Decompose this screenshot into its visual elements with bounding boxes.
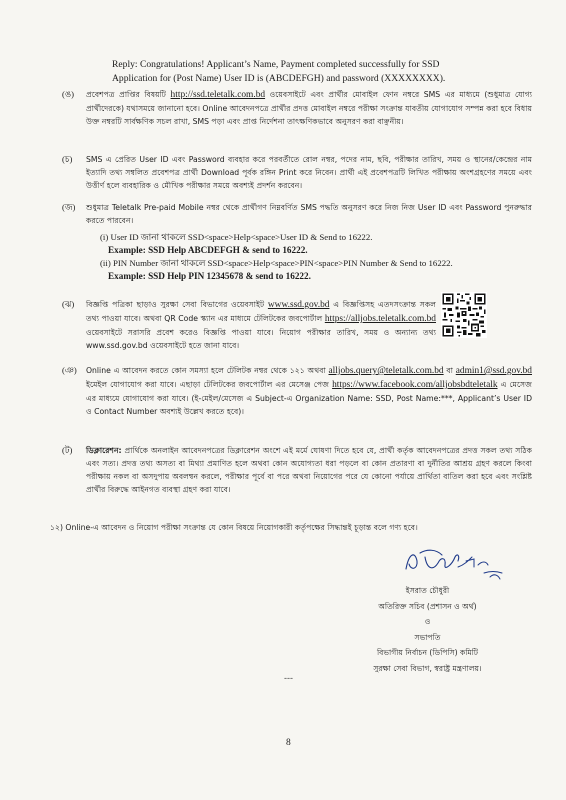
sms-example-pin: Example: SSD Help PIN 12345678 & send to 16222. — [108, 271, 311, 281]
office-name: সুরক্ষা সেবা বিভাগ, স্বরাষ্ট্র মন্ত্রণালয়। — [373, 663, 482, 673]
clause-number: (ঙ) — [62, 89, 75, 99]
signature-block — [340, 583, 515, 677]
clause-text: Online এ আবেদন করতে কোন সমস্যা হলে টেলিটক নম্বর থেকে ১২১ অথবা alljobs.query@teletalk.com.bd বা admin1@ssd.gov.bd ইমেইল যোগাযোগ করা যাবে। এছাড়া টেলিটকের জবপোর্টাল এর মেসেঞ্জ পেজ https://www.facebook.com/alljobsbdteletalk এ মেসেজ এর মাধ্যমে যোগাযোগ করা যাবে। (ই-মেইল/মেসেজ এ Subject-এ Organization Name: SSD, Post Name:***, Applicant’s User ID ও Contact Number অবশ্যই উল্লেখ করতে হবে)। — [86, 366, 532, 416]
handwritten-signature — [400, 543, 510, 583]
signatory-role: সভাপতি — [414, 632, 441, 642]
page-number: 8 — [286, 738, 291, 748]
sms-format-user-id: (i) User ID জানা থাকলে SSD<space>Help<space>User ID & Send to 16222. — [100, 232, 373, 242]
signatory-conjunction: ও — [424, 617, 431, 627]
clause-text: প্রবেশপত্র প্রাপ্তির বিষয়টি http://ssd.teletalk.com.bd ওয়েবসাইটে এবং প্রার্থীর মোবাইল ফোন নম্বরে SMS এর মাধ্যমে (শুধুমাত্র যোগ্য প্রার্থীদেরকে) যথাসময়ে জানানো হবে। Online আবেদনপত্রে প্রার্থীর প্রদত্ত মোবাইল নম্বরে পরীক্ষা সংক্রান্ত যাবতীয় যোগাযোগ সম্পন্ন করা হবে বিধায় উক্ত নম্বরটি সার্বক্ষণিক সচল রাখা, SMS পড়া এবং প্রাপ্ত নির্দেশনা তাৎক্ষণিকভাবে অনুসরণ করা বাঞ্ছনীয়। — [86, 90, 532, 126]
clause-number: (ঝ) — [62, 299, 75, 309]
clause-12: ১২) Online-এ আবেদন ও নিয়োগ পরীক্ষা সংক্রান্ত যে কোন বিষয়ে নিয়োগকারী কর্তৃপক্ষের সিদ্ধান্তই চূড়ান্ত বলে গণ্য হবে। — [50, 523, 418, 532]
teletalk-query-email-link[interactable]: alljobs.query@teletalk.com.bd — [328, 366, 444, 376]
signatory-name: ইসরাত চৌধুরী — [405, 586, 450, 595]
admit-card-link[interactable]: http://ssd.teletalk.com.bd — [170, 90, 266, 100]
clause-text: ডিক্লারেশন: প্রার্থিকে অনলাইন আবেদনপত্রের ডিক্লারেশন অংশে এই মর্মে ঘোষণা দিতে হবে যে, প্রার্থী কর্তৃক আবেদনপত্রের প্রদত্ত সকল তথ্য সঠিক এবং সত্য। প্রদত্ত তথ্য অসত্য বা মিথ্যা প্রমাণিত হলে অথবা কোন অযোগ্যতা ধরা পড়লে বা কোন প্রতারণা বা দুর্নীতির আশ্রয় গ্রহণ করলে কিংবা পরীক্ষায় নকল বা অসদুপায় অবলম্বন করলে, পরীক্ষার পূর্বে বা পরে অথবা নিয়োগের পরে যে কোনো পর্যায়ে প্রার্থিতা বাতিল করা হবে এবং সংশ্লিষ্ট প্রার্থীর বিরুদ্ধে আইনগত ব্যবস্থা গ্রহণ করা যাবে। — [86, 446, 532, 494]
signatory-title: অতিরিক্ত সচিব (প্রশাসন ও অর্থ) — [378, 601, 477, 611]
reply-line-1: Reply: Congratulations! Applicant’s Name, Payment completed successfully for SSD — [112, 59, 440, 70]
declaration-label: ডিক্লারেশন: — [86, 446, 122, 455]
ssd-website-link[interactable]: www.ssd.gov.bd — [267, 300, 330, 310]
qr-code-image[interactable] — [441, 292, 487, 338]
sms-format-pin: (ii) PIN Number জানা থাকলে SSD<space>Help<space>PIN<space>PIN Number & Send to 16222. — [100, 258, 453, 268]
alljobs-portal-link[interactable]: https://alljobs.teletalk.com.bd — [324, 314, 436, 324]
reply-line-2: Application for (Post Name) User ID is (ABCDEFGH) and password (XXXXXXXX). — [112, 73, 446, 84]
clause-text: SMS এ প্রেরিত User ID এবং Password ব্যবহার করে পরবর্তীতে রোল নম্বর, পদের নাম, ছবি, পরীক্ষার তারিখ, সময় ও স্থানের/কেন্দ্রের নাম ইত্যাদি তথ্য সম্বলিত প্রবেশপত্র প্রার্থী Download পূর্বক রঙ্গিন Print করে নিবেন। প্রার্থী এই প্রবেশপত্রটি লিখিত পরীক্ষায় অংশগ্রহণের সময়ে এবং উত্তীর্ণ হলে ব্যবহারিক ও মৌখিক পরীক্ষার সময়ে অবশ্যই প্রদর্শন করবেন। — [86, 155, 532, 190]
ssd-admin-email-link[interactable]: admin1@ssd.gov.bd — [455, 366, 532, 376]
clause-text: বিজ্ঞপ্তি পত্রিকা ছাড়াও সুরক্ষা সেবা বিভাগের ওয়েবসাইট www.ssd.gov.bd এ বিজ্ঞপ্তিসহ এতদসংক্রান্ত সকল তথ্য পাওয়া যাবে। অথবা QR Code স্ক্যান এর মাধ্যমে টেলিটকের জবপোর্টাল https://alljobs.teletalk.com.bd ওয়েবসাইটে সরাসরি প্রবেশ করেও বিজ্ঞপ্তি পাওয়া যাবে। নিয়োগ পরীক্ষার তারিখ, সময় ও অন্যান্য তথ্য www.ssd.gov.bd ওয়েবসাইটে হতে জানা যাবে। — [86, 300, 436, 350]
clause-number: (ঞ) — [62, 365, 77, 375]
clause-number: (জ) — [62, 202, 76, 212]
clause-number: (ট) — [62, 445, 73, 455]
clause-text: শুধুমাত্র Teletalk Pre-paid Mobile নম্বর থেকে প্রার্থীগণ নিম্নবর্ণিত SMS পদ্ধতি অনুসরণ করে নিজ নিজ User ID এবং Password পুনরুদ্ধার করতে পারবেন। (i) User ID জানা থাকলে SSD<space>Help<space>User ID & Send to 16222. Example: SSD Help ABCDEFGH & send to 16222. (ii) PIN Number জানা থাকলে SSD<space>Help<space>PIN<space>PIN Number & Send to 16222. Example: SSD Help PIN 12345678 & send to 16222. — [86, 203, 532, 281]
facebook-page-link[interactable]: https://www.facebook.com/alljobsbdteletalk — [332, 380, 498, 390]
sms-reply-format — [112, 58, 512, 86]
separator-dash: --- — [284, 673, 293, 683]
clause-number: (চ) — [62, 154, 73, 164]
sms-example-user-id: Example: SSD Help ABCDEFGH & send to 16222. — [108, 245, 308, 255]
committee-name: বিভাগীয় নির্বাচন (ডিপিসি) কমিটি — [376, 648, 479, 658]
